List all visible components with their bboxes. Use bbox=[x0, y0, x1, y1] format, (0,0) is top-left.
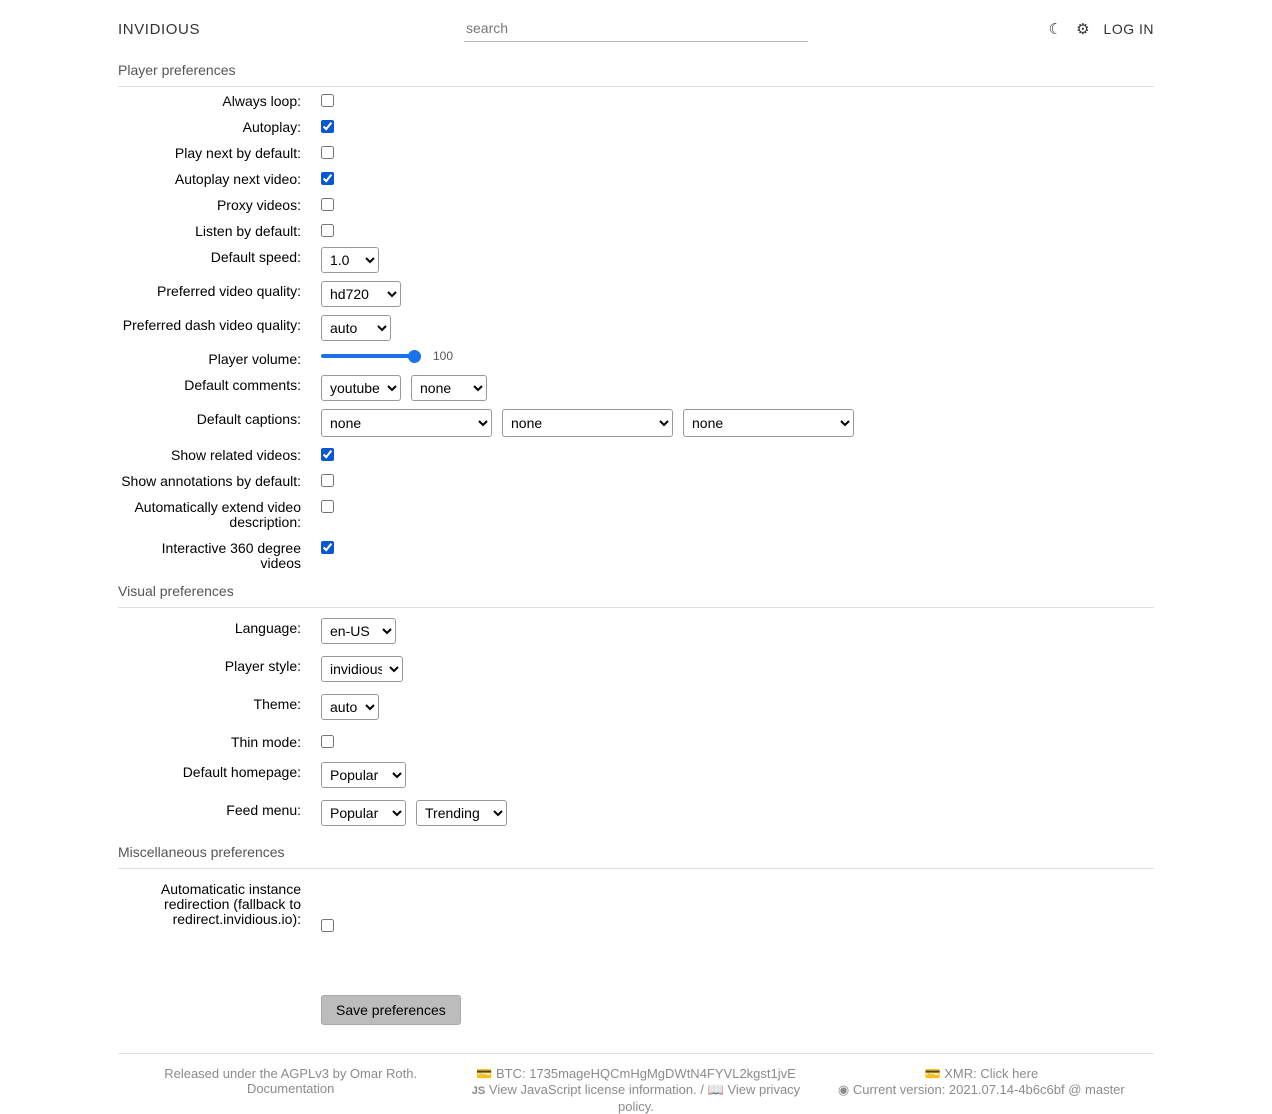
slider-player-volume[interactable] bbox=[321, 354, 421, 358]
row-player-volume bbox=[118, 345, 1154, 371]
select-default-captions-2[interactable] bbox=[502, 409, 673, 437]
row-always-loop bbox=[118, 87, 1154, 113]
select-player-style[interactable] bbox=[321, 656, 403, 682]
row-theme bbox=[118, 686, 1154, 724]
label-save-spacer bbox=[118, 995, 311, 998]
search-container bbox=[418, 17, 854, 42]
label-thin-mode: Thin mode: bbox=[230, 734, 301, 750]
footer-xmr-text[interactable]: XMR: Click here bbox=[944, 1066, 1039, 1081]
label-default-speed: Default speed: bbox=[210, 249, 301, 265]
row-extend-description bbox=[118, 493, 1154, 534]
label-autoplay-next: Autoplay next video: bbox=[174, 171, 301, 187]
select-default-speed[interactable] bbox=[321, 247, 379, 273]
checkbox-proxy-videos[interactable] bbox=[321, 198, 334, 211]
visual-form bbox=[118, 608, 1154, 830]
label-show-related: Show related videos: bbox=[171, 447, 301, 463]
row-show-related bbox=[118, 441, 1154, 467]
label-default-homepage: Default homepage: bbox=[182, 764, 301, 780]
label-extend-description: Automatically extend video description: bbox=[134, 499, 301, 530]
player-volume-value: 100 bbox=[433, 349, 454, 363]
select-theme[interactable] bbox=[321, 694, 379, 720]
moon-icon[interactable]: ☾ bbox=[1048, 20, 1063, 38]
credit-card-icon-xmr: 💳 bbox=[924, 1067, 941, 1082]
footer-version-line bbox=[809, 1082, 1154, 1098]
label-player-style: Player style: bbox=[224, 658, 301, 674]
label-interactive-360: Interactive 360 degree videos bbox=[161, 540, 301, 571]
brand-logo[interactable]: INVIDIOUS bbox=[118, 20, 201, 38]
checkbox-listen-default[interactable] bbox=[321, 224, 334, 237]
row-player-style bbox=[118, 648, 1154, 686]
search-input[interactable] bbox=[464, 17, 808, 42]
book-icon: 📖 bbox=[707, 1083, 724, 1098]
footer-xmr-line bbox=[809, 1066, 1154, 1082]
row-default-comments bbox=[118, 371, 1154, 405]
row-proxy-videos bbox=[118, 191, 1154, 217]
row-interactive-360 bbox=[118, 534, 1154, 575]
footer-js-link[interactable]: View JavaScript license information. bbox=[488, 1082, 697, 1097]
login-link[interactable]: LOG IN bbox=[1103, 21, 1154, 37]
row-default-captions bbox=[118, 405, 1154, 441]
select-default-captions-3[interactable] bbox=[683, 409, 854, 437]
navbar bbox=[0, 0, 1272, 54]
gear-icon[interactable]: ⚙ bbox=[1076, 20, 1090, 38]
select-feed-menu-1[interactable] bbox=[321, 800, 406, 826]
row-thin-mode bbox=[118, 724, 1154, 754]
checkbox-show-annotations[interactable] bbox=[321, 474, 334, 487]
label-listen-default: Listen by default: bbox=[195, 223, 301, 239]
footer-btc-line bbox=[463, 1066, 808, 1082]
row-listen-default bbox=[118, 217, 1154, 243]
checkbox-extend-description[interactable] bbox=[321, 500, 334, 513]
checkbox-interactive-360[interactable] bbox=[321, 541, 334, 554]
row-show-annotations bbox=[118, 467, 1154, 493]
footer bbox=[118, 1053, 1154, 1114]
row-save bbox=[118, 973, 1154, 1035]
select-preferred-dash-quality[interactable] bbox=[321, 315, 391, 341]
footer-separator: / bbox=[700, 1082, 704, 1097]
footer-documentation-link[interactable]: Documentation bbox=[246, 1081, 335, 1096]
row-auto-instance-redirect bbox=[118, 869, 1154, 973]
select-default-comments-2[interactable] bbox=[411, 375, 487, 401]
select-default-homepage[interactable] bbox=[321, 762, 406, 788]
label-autoplay: Autoplay: bbox=[242, 119, 301, 135]
label-proxy-videos: Proxy videos: bbox=[216, 197, 301, 213]
footer-js-line bbox=[463, 1082, 808, 1114]
label-default-captions: Default captions: bbox=[196, 411, 301, 427]
js-badge-icon: JS bbox=[471, 1085, 486, 1097]
checkbox-show-related[interactable] bbox=[321, 448, 334, 461]
footer-right bbox=[809, 1066, 1154, 1114]
select-default-captions-1[interactable] bbox=[321, 409, 492, 437]
select-feed-menu-2[interactable] bbox=[416, 800, 507, 826]
label-preferred-dash-quality: Preferred dash video quality: bbox=[122, 317, 301, 333]
row-play-next bbox=[118, 139, 1154, 165]
label-player-volume: Player volume: bbox=[208, 351, 301, 367]
checkbox-autoplay-next[interactable] bbox=[321, 172, 334, 185]
footer-version-text[interactable]: Current version: 2021.07.14-4b6c6bf @ master bbox=[852, 1082, 1125, 1097]
checkbox-play-next[interactable] bbox=[321, 146, 334, 159]
section-header-misc: Miscellaneous preferences bbox=[118, 844, 1154, 869]
checkbox-always-loop[interactable] bbox=[321, 94, 334, 107]
footer-left bbox=[118, 1066, 463, 1114]
select-language[interactable] bbox=[321, 618, 396, 644]
misc-form bbox=[118, 869, 1154, 1035]
label-language: Language: bbox=[234, 620, 301, 636]
label-default-comments: Default comments: bbox=[184, 377, 301, 393]
row-default-speed bbox=[118, 243, 1154, 277]
row-autoplay bbox=[118, 113, 1154, 139]
navbar-actions bbox=[854, 21, 1154, 37]
label-always-loop: Always loop: bbox=[222, 93, 301, 109]
footer-license-text: Released under the AGPLv3 by Omar Roth. bbox=[164, 1066, 418, 1081]
section-header-player: Player preferences bbox=[118, 62, 1154, 87]
preferences-form bbox=[118, 87, 1154, 575]
select-preferred-quality[interactable] bbox=[321, 281, 401, 307]
row-default-homepage bbox=[118, 754, 1154, 792]
checkbox-thin-mode[interactable] bbox=[321, 735, 334, 748]
footer-btc-text[interactable]: BTC: 1735mageHQCmHgMgDWtN4FYVL2kgst1jvE bbox=[495, 1066, 796, 1081]
section-header-visual: Visual preferences bbox=[118, 583, 1154, 608]
row-preferred-dash-quality bbox=[118, 311, 1154, 345]
credit-card-icon: 💳 bbox=[476, 1067, 493, 1082]
row-feed-menu bbox=[118, 792, 1154, 830]
label-preferred-quality: Preferred video quality: bbox=[157, 283, 301, 299]
save-preferences-button[interactable]: Save preferences bbox=[321, 995, 461, 1025]
checkbox-auto-instance-redirect[interactable] bbox=[321, 919, 334, 932]
label-theme: Theme: bbox=[253, 696, 301, 712]
checkbox-autoplay[interactable] bbox=[321, 120, 334, 133]
row-preferred-quality bbox=[118, 277, 1154, 311]
label-auto-instance-redirect: Automaticatic instance redirection (fallback to redirect.invidious.io): bbox=[160, 881, 301, 927]
footer-center bbox=[463, 1066, 808, 1114]
row-language bbox=[118, 608, 1154, 648]
label-feed-menu: Feed menu: bbox=[226, 802, 301, 818]
select-default-comments-1[interactable] bbox=[321, 375, 401, 401]
footer-privacy-link[interactable]: View privacy policy. bbox=[618, 1082, 801, 1114]
label-show-annotations: Show annotations by default: bbox=[121, 473, 301, 489]
label-play-next: Play next by default: bbox=[174, 145, 301, 161]
github-icon: ◉ bbox=[837, 1083, 850, 1098]
row-autoplay-next bbox=[118, 165, 1154, 191]
